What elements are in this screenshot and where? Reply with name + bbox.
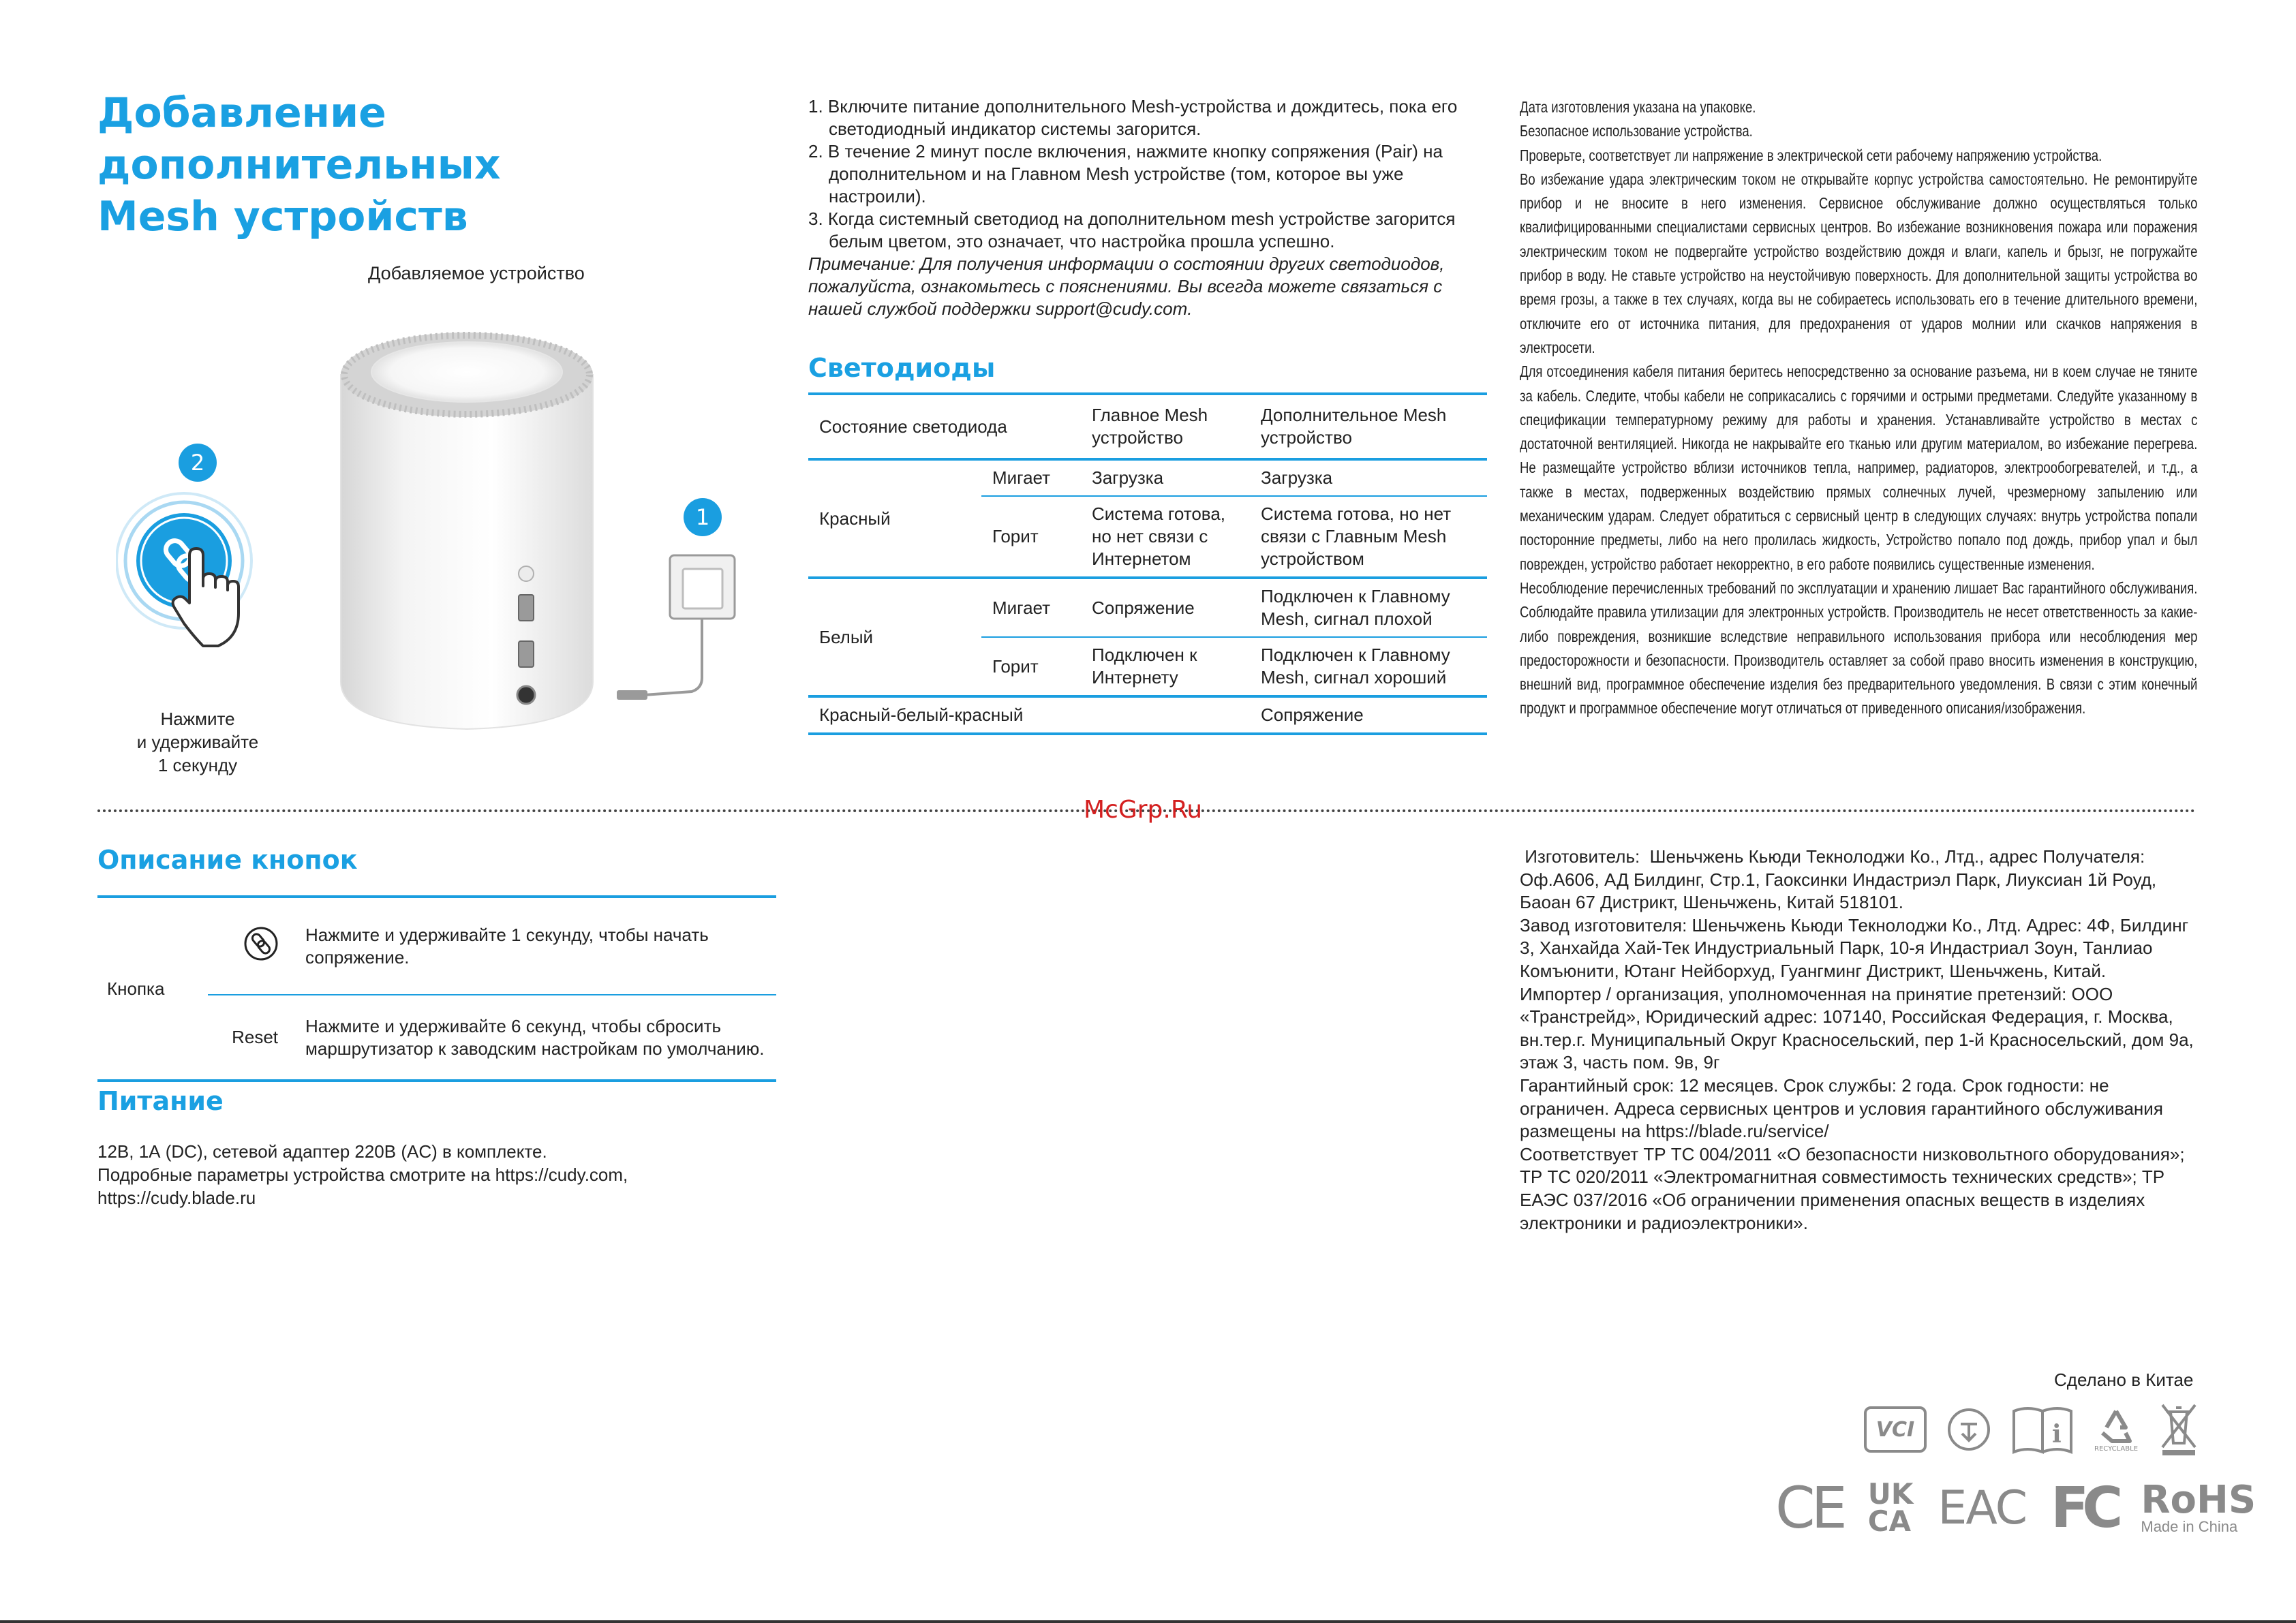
hold-instruction <box>119 707 276 777</box>
lan-port-icon <box>519 595 534 621</box>
power-text <box>97 1140 779 1209</box>
safety-paragraph: Проверьте, соответствует ли напряжение в электрической сети рабочему напряжению устройства. <box>1520 146 2102 164</box>
link-icon <box>243 925 279 962</box>
reset-description: Нажмите и удерживайте 6 секунд, чтобы сбросить маршрутизатор к заводским настройкам по умолчанию. <box>296 995 776 1081</box>
router-illustration <box>334 327 620 743</box>
led-header-state: Состояние светодиода <box>808 394 1081 459</box>
vci-text: VCI <box>1876 1417 1915 1442</box>
safety-paragraph: Несоблюдение перечисленных требований по эксплуатации и хранению лишает Вас гарантийного обслуживания. Соблюдайте правила утилизации для электронных устройств. Производитель не несет ответственность за какие-либо повреждения, возникшие вследствие неправильного использования прибора или несоблюдения мер предосторожности и безопасности. Производитель оставляет за собой право вносить изменения в конструкцию, внешний вид, программное обеспечение изделия без предварительного уведомления. В связи с этим конечный продукт и программное обеспечение могут отличаться от приведенного описания/изображения. <box>1520 578 2198 717</box>
rohs-text: RoHS <box>2141 1478 2256 1522</box>
led-header-main: Главное Mesh устройство <box>1081 394 1250 459</box>
recycle-icon <box>2094 1407 2138 1453</box>
vci-icon <box>1864 1406 1927 1453</box>
manufacturer-info <box>1520 846 2201 1235</box>
safety-paragraph: Дата изготовления указана на упаковке. <box>1520 98 1756 116</box>
led-main-value: Подключен к Интернету <box>1081 637 1250 696</box>
led-header-row <box>808 394 1487 459</box>
led-mode: Мигает <box>981 459 1081 496</box>
cert-row-2 <box>1775 1474 2256 1541</box>
made-in-label: Сделано в Китае <box>2054 1370 2194 1390</box>
table-row <box>97 897 776 995</box>
led-mode: Горит <box>981 637 1081 696</box>
manufacturer-paragraph: Изготовитель: Шеньчжень Кьюди Текнолоджи Ко., Лтд., адрес Получателя: Оф.А606, АД Билдинг, Стр.1, Гаоксинки Индастриэл Парк, Лиуксиан 1й Роуд, Баоан 67 Дистрикт, Шеньчжень, Китай 518101. <box>1520 846 2162 913</box>
device-label: Добавляемое устройство <box>368 263 585 283</box>
watermark: McGrp.Ru <box>1084 796 1203 824</box>
title-line-1: Добавление дополнительных <box>97 89 501 189</box>
pair-button-illustration <box>116 491 279 695</box>
led-table <box>808 392 1487 735</box>
setup-note: Примечание: Для получения информации о состоянии других светодиодов, пожалуйста, ознакомьтесь с пояснениями. Вы всегда можете связаться с нашей службой поддержки support@cudy.com. <box>808 253 1445 319</box>
hold-line-3: 1 секунду <box>157 755 238 775</box>
pair-description: Нажмите и удерживайте 1 секунду, чтобы начать сопряжение. <box>296 897 776 995</box>
fc-mark: FC <box>2051 1475 2117 1541</box>
manufacturer-paragraph: Импортер / организация, уполномоченная на принятие претензий: ООО «Транстрейд», Юридический адрес: 107140, Российская Федерация, г. Москва, вн.тер.г. Муниципальный Округ Красносельский, пер 1-й Красносельский, дом 9а, этаж 3, часть пом. 9в, 9г <box>1520 983 2194 1073</box>
reset-label: Reset <box>208 995 296 1081</box>
led-color-rwr: Красный-белый-красный <box>808 696 1250 734</box>
setup-steps <box>808 95 1483 320</box>
safety-paragraph: Во избежание удара электрическим током не открывайте корпус устройства самостоятельно. Не ремонтируйте прибор и не вносите в него изменения. Сервисное обслуживание должно осуществляться только квалифицированными специалистами сервисных центров. Во избежание возникновения пожара или поражения электрическим током не подвергайте устройство воздействию дождя и влаги, капель и брызг, не погружайте прибор в воду. Не ставьте устройство на неустойчивую поверхность. Для дополнительной защиты устройства во время грозы, а также в тех случаях, когда вы не собираетесь использовать его в течение длительного времени, отключите его от источника питания, для предохранения от ударов молнии или скачков напряжения в электросети. <box>1520 170 2198 356</box>
manufacturer-paragraph: Соответствует ТР ТС 004/2011 «О безопасности низковольтного оборудования»; ТР ТС 020/2011 «Электромагнитная совместимость технических средств»; ТР ЕАЭС 037/2016 «Об ограничении применения опасных веществ в изделиях электроники и радиоэлектроники». <box>1520 1143 2185 1233</box>
pair-button-icon <box>519 566 534 581</box>
power-section-title: Питание <box>97 1086 224 1116</box>
weee-bin-icon <box>2158 1402 2199 1457</box>
table-row <box>808 696 1487 734</box>
power-line: 12В, 1А (DC), сетевой адаптер 220В (AC) в комплекте. <box>97 1141 547 1162</box>
safety-paragraph: Для отсоединения кабеля питания беритесь непосредственно за основание разъема, ни в коем случае не тяните за кабель. Следите, чтобы кабели не соприкасались с горячими и острыми предметами. Следуйте указанному в спецификации температурному режиму для работы и хранения. Устанавливайте устройство в местах с достаточной вентиляцией. Никогда не накрывайте его тканью или другим материалом, во избежание перегрева. Не размещайте устройство вблизи источников тепла, например, радиаторов, электрообогревателей, и т.д., а также в местах, подверженных воздействию прямых солнечных лучей, чрезмерному запылению или механическим ударам. Следует обратиться с сервисный центр в следующих случаях: внутрь устройства попали посторонние предметы, либо на него пролилась жидкость, Устройство попало под дождь, прибор упал и был поврежден, устройство работает некорректно, в его работе появились существенные изменения. <box>1520 362 2198 573</box>
wan-port-icon <box>519 641 534 667</box>
led-main-value: Загрузка <box>1081 459 1250 496</box>
safety-paragraph: Безопасное использование устройства. <box>1520 122 1753 140</box>
step-2: 2. В течение 2 минут после включения, нажмите кнопку сопряжения (Pair) на дополнительном и на Главном Mesh устройстве (том, которое вы уже настроили). <box>808 141 1443 206</box>
eac-mark: EAC <box>1938 1481 2027 1535</box>
step-3: 3. Когда системный светодиод на дополнительном mesh устройстве загорится белым цветом, это означает, что настройка прошла успешно. <box>808 208 1456 251</box>
manufacturer-paragraph: Гарантийный срок: 12 месяцев. Срок службы: 2 года. Срок годности: не ограничен. Адреса сервисных центров и условия гарантийного обслуживания размещены на https://blade.ru/service/ <box>1520 1075 2163 1142</box>
power-line: Подробные параметры устройства смотрите на https://cudy.com, <box>97 1164 628 1185</box>
led-color-red: Красный <box>808 459 981 578</box>
ce-mark: CE <box>1775 1474 1843 1541</box>
rohs-mark <box>2141 1478 2256 1535</box>
led-extra-value: Загрузка <box>1250 459 1487 496</box>
page-title <box>97 87 779 243</box>
led-mode: Мигает <box>981 578 1081 637</box>
hold-line-1: Нажмите <box>160 709 235 729</box>
safety-text <box>1520 95 2197 721</box>
buttons-table <box>97 895 776 1082</box>
led-section-title: Светодиоды <box>808 353 996 383</box>
led-color-white: Белый <box>808 578 981 696</box>
recyclable-text: RECYCLABLE <box>2094 1444 2139 1453</box>
led-main-value: Сопряжение <box>1081 578 1250 637</box>
svg-text:i: i <box>2052 1420 2062 1449</box>
power-port-icon <box>517 686 535 704</box>
led-mode: Горит <box>981 496 1081 578</box>
led-extra-value: Система готова, но нет связи с Главным Mesh устройством <box>1250 496 1487 578</box>
step-1: 1. Включите питание дополнительного Mesh-устройства и дождитесь, пока его светодиодный индикатор системы загорится. <box>808 96 1458 139</box>
uk-text: UK <box>1867 1477 1914 1511</box>
title-line-2: Mesh устройств <box>97 193 468 241</box>
led-header-extra: Дополнительное Mesh устройство <box>1250 394 1487 459</box>
led-main-value: Система готова, но нет связи с Интернетом <box>1081 496 1250 578</box>
ca-text: CA <box>1867 1504 1912 1538</box>
manual-book-icon <box>2011 1404 2074 1455</box>
ukca-mark <box>1867 1477 1914 1538</box>
led-extra-value: Сопряжение <box>1250 696 1487 734</box>
power-line: https://cudy.blade.ru <box>97 1188 256 1208</box>
button-label: Кнопка <box>97 897 208 1081</box>
recycle-arrows-icon <box>2096 1407 2137 1445</box>
step-badge-1: 1 <box>684 498 722 536</box>
power-adapter-icon <box>613 552 750 715</box>
rohs-subtext: Made in China <box>2141 1518 2238 1535</box>
led-extra-value: Подключен к Главному Mesh, сигнал хороший <box>1250 637 1487 696</box>
table-row <box>808 459 1487 496</box>
bottom-edge-line <box>0 1620 2296 1623</box>
manufacturer-paragraph: Завод изготовителя: Шеньчжень Кьюди Текнолоджи Ко., Лтд. Адрес: 4Ф, Билдинг 3, Ханхайда Хай-Тек Индустриальный Парк, 10-я Индастриал Зоун, Танлиао Комъюнити, Ютанг Нейборхуд, Гуангминг Дистрикт, Шеньчжень, Китай. <box>1520 914 2189 981</box>
step-badge-2: 2 <box>179 444 217 482</box>
hold-line-2: и удерживайте <box>136 732 259 752</box>
pair-icon-cell <box>208 897 296 995</box>
tuv-icon <box>1947 1408 1991 1451</box>
buttons-section-title: Описание кнопок <box>97 845 358 875</box>
cert-row-1 <box>1864 1402 2199 1457</box>
table-row <box>808 578 1487 637</box>
led-extra-value: Подключен к Главному Mesh, сигнал плохой <box>1250 578 1487 637</box>
